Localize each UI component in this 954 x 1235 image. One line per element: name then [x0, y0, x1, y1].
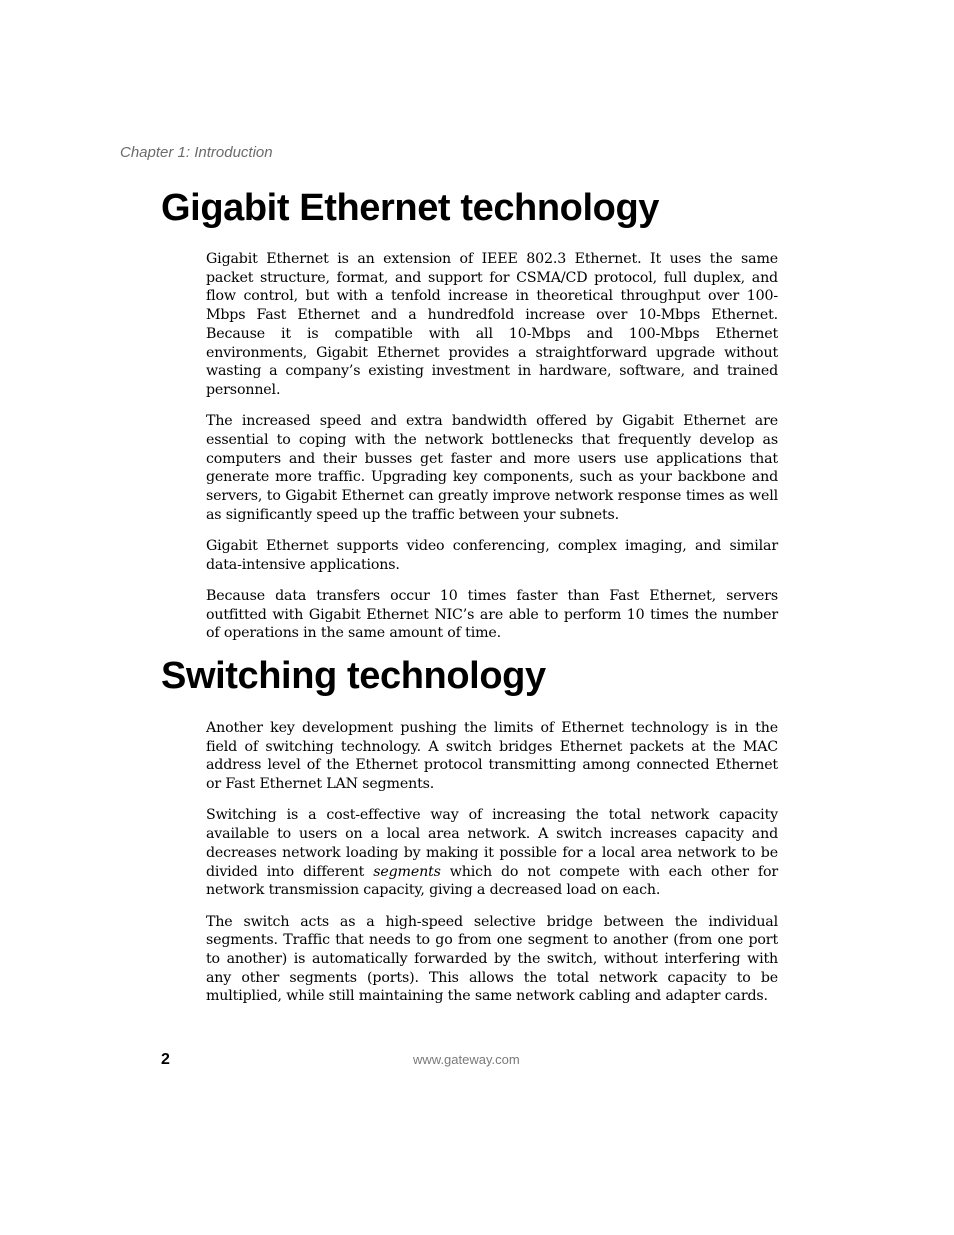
section-body-gigabit-ethernet: [206, 250, 778, 643]
section-heading-gigabit-ethernet: Gigabit Ethernet technology: [161, 187, 660, 229]
paragraph: The increased speed and extra bandwidth offered by Gigabit Ethernet are essential to coping with the network bottlenecks that frequently develop as computers and their busses get faster and more users use applications that generate more traffic. Upgrading key components, such as your backbone and servers, to Gigabit Ethernet can greatly improve network response times as well as significantly speed up the traffic between your subnets.: [206, 413, 778, 523]
paragraph: [206, 806, 778, 900]
section-body-switching: [206, 719, 778, 1006]
section-heading-switching: Switching technology: [161, 655, 546, 697]
paragraph-text: which do not compete with each other for network transmission capacity, giving a decreased load on each.: [206, 863, 778, 899]
emphasized-term: segments: [373, 863, 441, 880]
paragraph: Gigabit Ethernet supports video conferencing, complex imaging, and similar data-intensive applications.: [206, 538, 778, 573]
paragraph-text: Switching is a cost-effective way of increasing the total network capacity available to users on a local area network. A switch increases capacity and decreases network loading by making it possible for a local area network to be divided into different: [206, 807, 778, 880]
footer-url: www.gateway.com: [413, 1052, 520, 1067]
paragraph: Another key development pushing the limits of Ethernet technology is in the field of switching technology. A switch bridges Ethernet packets at the MAC address level of the Ethernet protocol transmitting among connected Ethernet or Fast Ethernet LAN segments.: [206, 720, 778, 793]
paragraph: The switch acts as a high-speed selective bridge between the individual segments. Traffic that needs to go from one segment to another (from one port to another) is automatically forwarded by the switch, without interfering with any other segments (ports). This allows the total network capacity to be multiplied, while still maintaining the same network cabling and adapter cards.: [206, 913, 778, 1005]
paragraph: Because data transfers occur 10 times faster than Fast Ethernet, servers outfitted with Gigabit Ethernet NIC’s are able to perform 10 times the number of operations in the same amount of time.: [206, 588, 778, 642]
page-number: 2: [161, 1051, 170, 1068]
paragraph: Gigabit Ethernet is an extension of IEEE 802.3 Ethernet. It uses the same packet structure, format, and support for CSMA/CD protocol, full duplex, and flow control, but with a tenfold increase in theoretical throughput over 100-Mbps Fast Ethernet and a hundredfold increase over 10-Mbps Ethernet. Because it is compatible with all 10-Mbps and 100-Mbps Ethernet environments, Gigabit Ethernet provides a straightforward upgrade without wasting a company’s existing investment in hardware, software, and trained personnel.: [206, 251, 778, 398]
running-header: Chapter 1: Introduction: [120, 144, 273, 161]
